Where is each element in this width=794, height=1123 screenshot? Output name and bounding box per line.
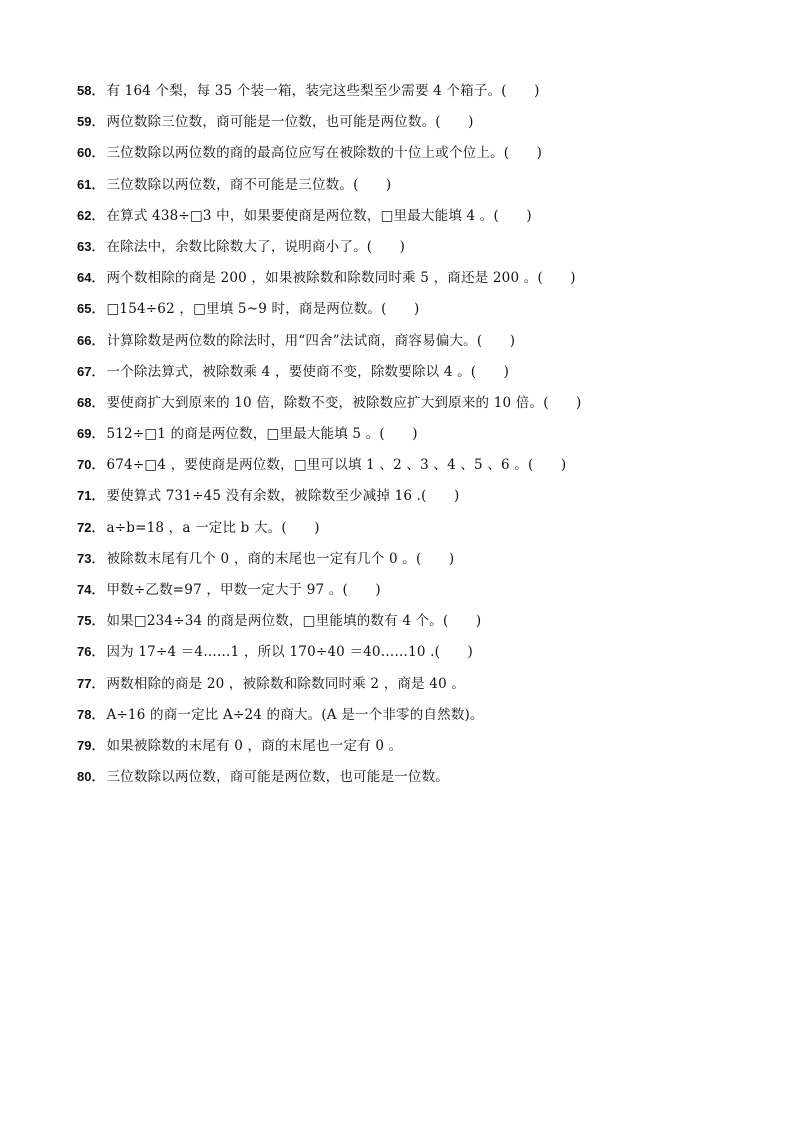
question-item [77,267,767,298]
question-item [77,298,767,329]
question-item [77,454,767,485]
question-item [77,548,767,579]
question-item [77,579,767,610]
question-text: 如果被除数的末尾有 0 ，商的末尾也一定有 0 。 [106,737,403,754]
question-text: 计算除数是两位数的除法时，用“四舍”法试商，商容易偏大。( ) [106,332,516,349]
question-text: □154÷62 ，□里填 5~9 时，商是两位数。( ) [106,301,420,318]
question-text: 在除法中，余数比除数大了，说明商小了。( ) [106,238,406,255]
question-number: 73． [77,550,105,566]
question-number: 60． [77,145,105,161]
question-text: 因为 17÷4 ＝4……1 ，所以 170÷40 ＝40……10 .( ) [106,644,474,661]
question-number: 59． [77,114,105,130]
question-text: 三位数除以两位数，商不可能是三位数。( ) [106,176,392,193]
question-item [77,641,767,672]
question-item [77,142,767,173]
question-text: 674÷□4 ，要使商是两位数，□里可以填 1 、2 、3 、4 、5 、6 。( ) [106,457,567,474]
question-text: 两位数除三位数，商可能是一位数，也可能是两位数。( ) [106,114,474,131]
question-number: 72． [77,519,105,535]
question-number: 58． [77,83,105,98]
question-text: 两数相除的商是 20 ，被除数和除数同时乘 2 ，商是 40 。 [106,675,466,692]
question-number: 63． [77,238,105,254]
question-item [77,174,767,205]
question-number: 69． [77,426,105,442]
question-item [77,392,767,423]
question-text: 512÷□1 的商是两位数，□里最大能填 5 。( ) [106,426,418,443]
question-number: 70． [77,457,105,473]
question-text: 三位数除以两位数，商可能是两位数，也可能是一位数。 [106,769,449,786]
question-item [77,205,767,236]
question-number: 74． [77,582,105,597]
question-text: 甲数÷乙数=97 ，甲数一定大于 97 。( ) [106,582,381,598]
question-item [77,361,767,392]
question-text: 在算式 438÷□3 中，如果要使商是两位数，□里最大能填 4 。( ) [106,207,532,224]
question-number: 62． [77,207,105,223]
question-item [77,111,767,142]
question-text: 要使商扩大到原来的 10 倍，除数不变，被除数应扩大到原来的 10 倍。( ) [106,394,582,411]
question-item [77,423,767,454]
question-text: 如果□234÷34 的商是两位数，□里能填的数有 4 个。( ) [106,613,482,630]
question-number: 75． [77,613,105,629]
question-number: 80． [77,769,105,785]
question-number: 61． [77,176,105,192]
question-number: 64． [77,270,105,286]
question-text: A÷16 的商一定比 A÷24 的商大。(A 是一个非零的自然数)。 [106,706,484,723]
question-item [77,485,767,516]
question-number: 66． [77,332,105,348]
question-number: 76． [77,644,105,660]
question-number: 77． [77,675,105,691]
question-item [77,517,767,548]
question-text: 有 164 个梨，每 35 个装一箱，装完这些梨至少需要 4 个箱子。( ) [106,83,540,99]
question-text: 被除数末尾有几个 0 ，商的末尾也一定有几个 0 。( ) [106,550,455,567]
question-text: 三位数除以两位数的商的最高位应写在被除数的十位上或个位上。( ) [106,145,543,162]
question-text: 两个数相除的商是 200 ，如果被除数和除数同时乘 5 ，商还是 200 。( ) [106,270,576,287]
question-item [77,80,767,111]
question-number: 78． [77,706,105,722]
question-item [77,673,767,704]
question-number: 68． [77,394,105,410]
question-item [77,236,767,267]
question-text: a÷b=18 ，a 一定比 b 大。( ) [106,519,320,536]
question-list [77,80,767,797]
question-number: 65． [77,301,105,317]
question-number: 71． [77,488,105,504]
question-item [77,735,767,766]
question-item [77,704,767,735]
question-text: 一个除法算式，被除数乘 4 ，要使商不变，除数要除以 4 。( ) [106,363,510,380]
question-item [77,610,767,641]
question-item [77,330,767,361]
question-item [77,766,767,797]
question-number: 67． [77,363,105,379]
question-text: 要使算式 731÷45 没有余数，被除数至少减掉 16 .( ) [106,488,460,505]
question-number: 79． [77,737,105,753]
